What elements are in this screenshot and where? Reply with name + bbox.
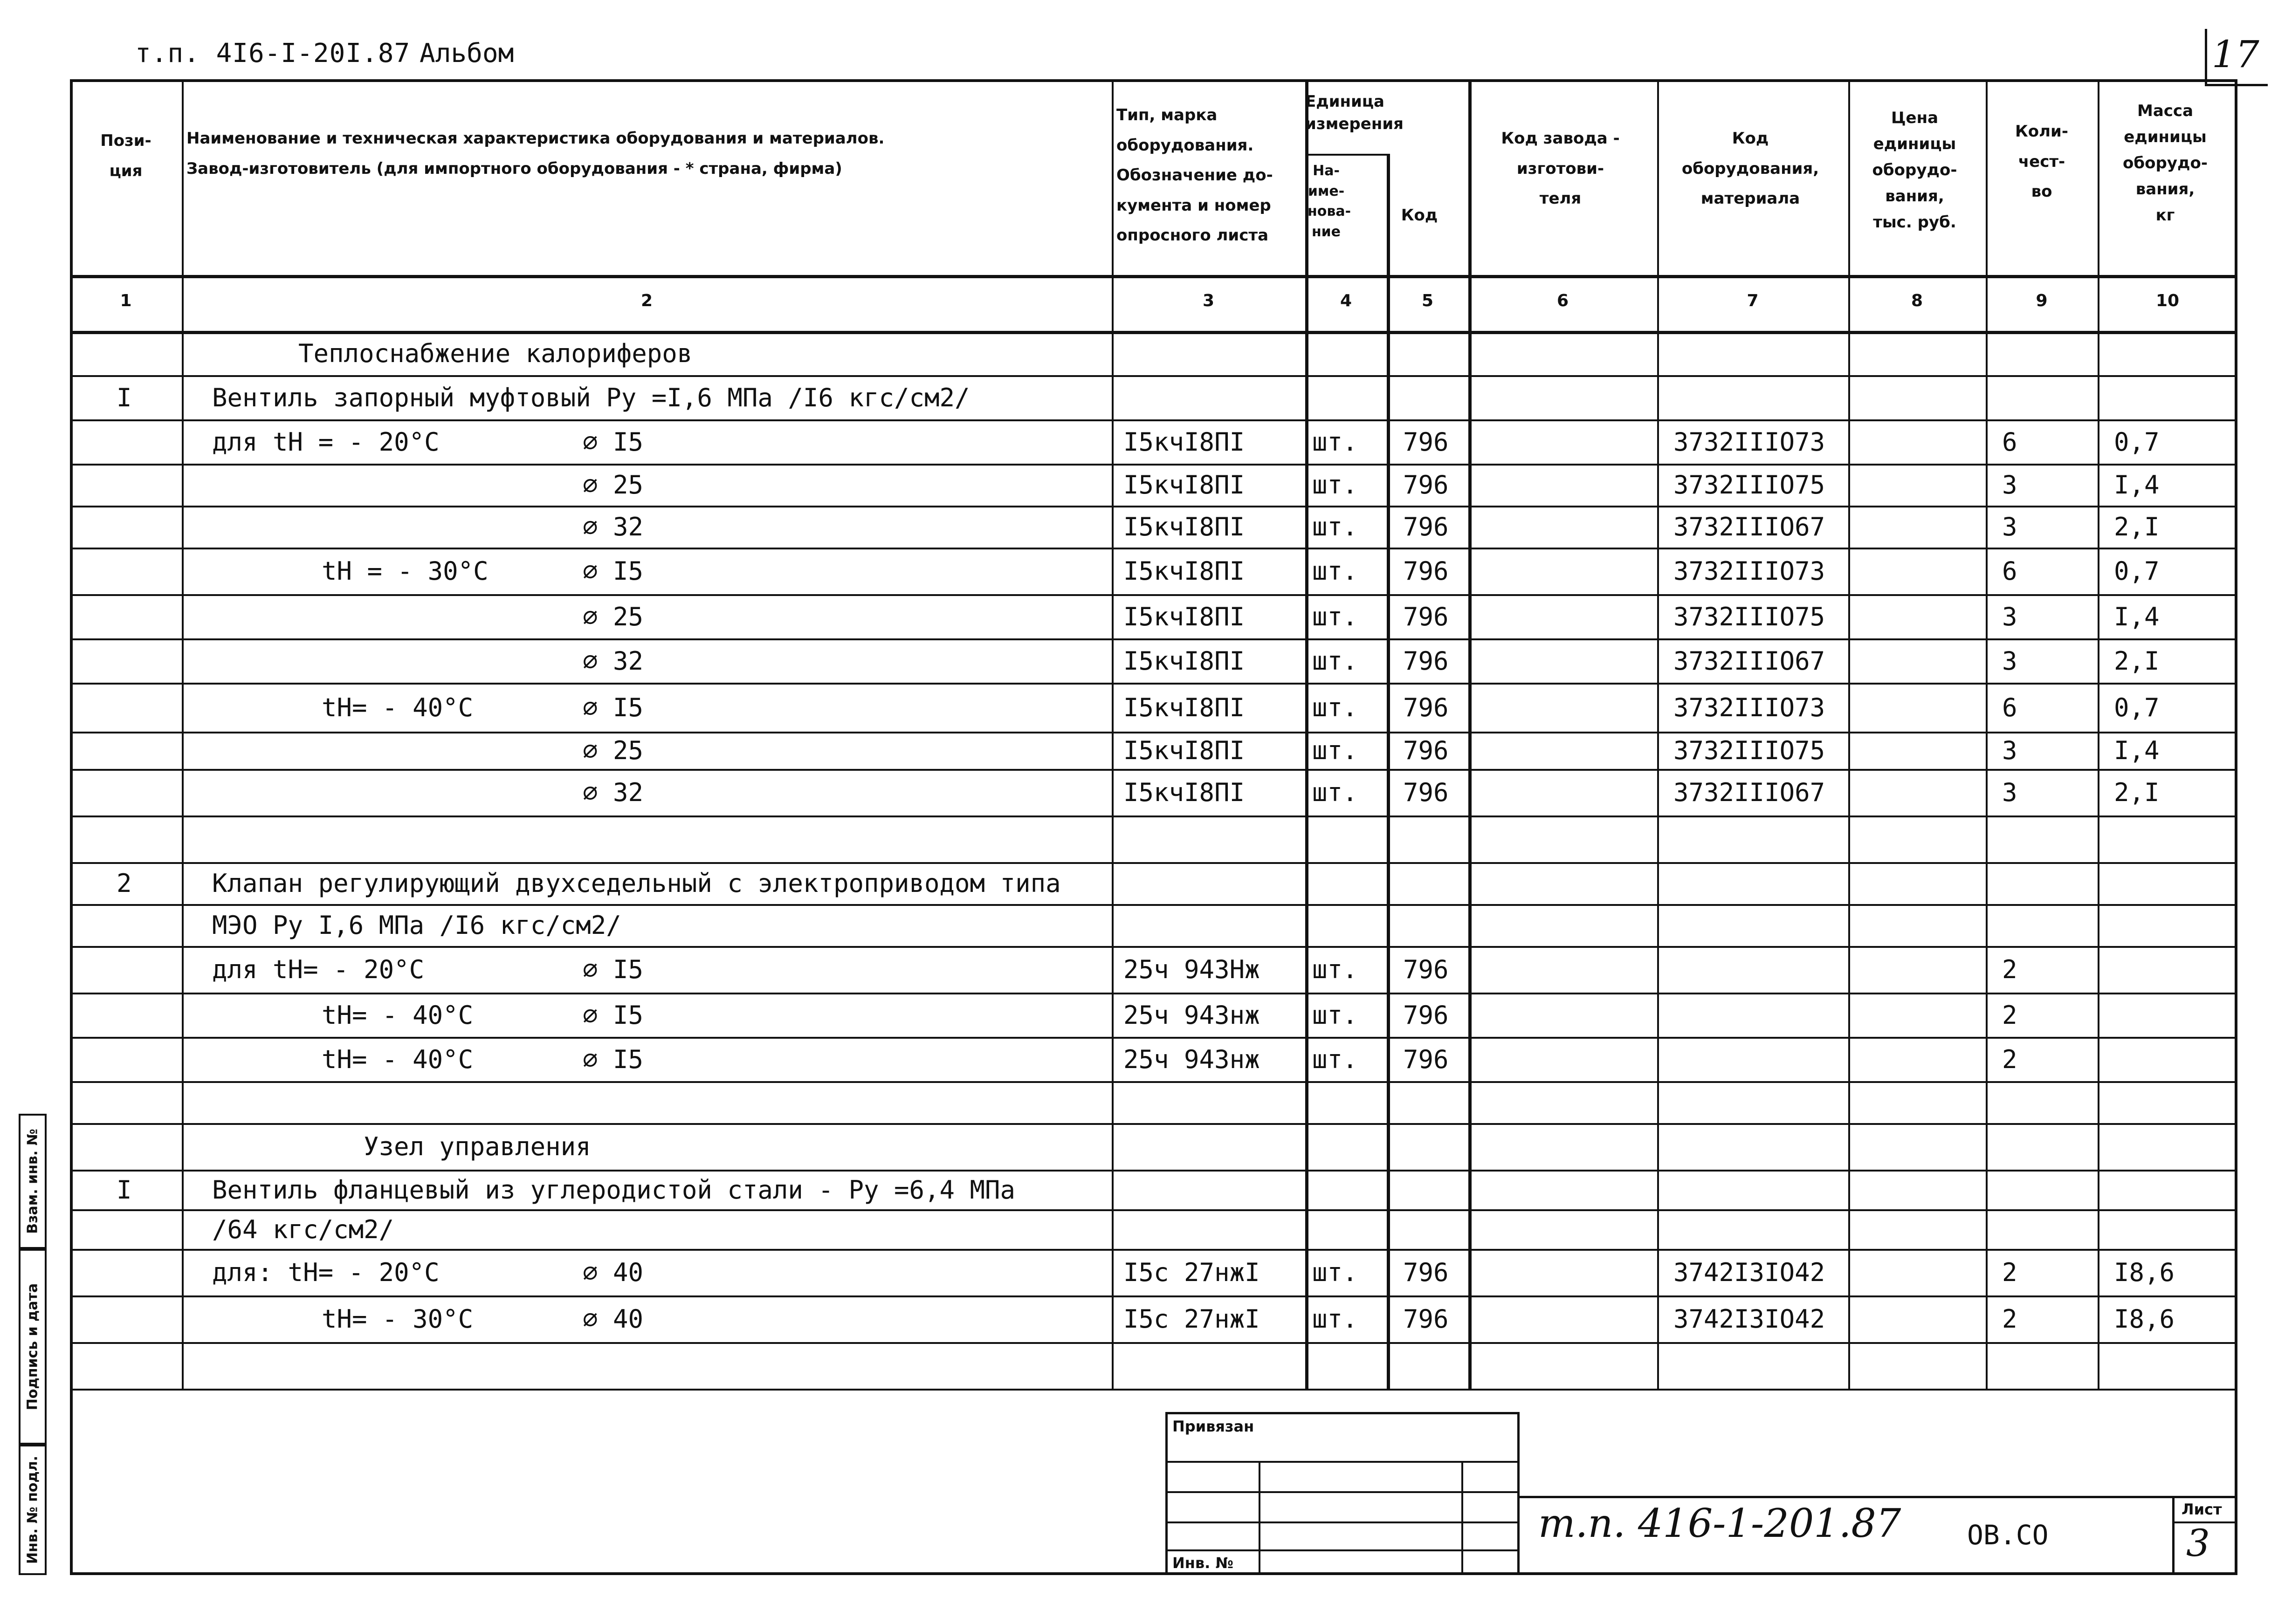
grid-line: [70, 331, 2237, 334]
row-mass: 0,7: [2114, 692, 2160, 722]
row-unit-name: шт.: [1312, 736, 1358, 765]
grid-line: [1112, 79, 1114, 1389]
corner-number: 17: [2212, 33, 2259, 76]
row-mass: I8,6: [2114, 1258, 2175, 1287]
row-position: I: [117, 383, 132, 412]
row-quantity: 2: [2002, 1000, 2017, 1030]
col-header-factory-code: Код завода - изготови- теля: [1501, 129, 1620, 208]
row-unit-code: 796: [1403, 1000, 1449, 1030]
row-mass: 2,I: [2114, 778, 2160, 807]
column-number: 6: [1556, 291, 1569, 310]
row-name: Узел управления: [364, 1132, 591, 1161]
grid-line: [70, 862, 2237, 864]
grid-line: [70, 683, 2237, 685]
row-unit-name: шт.: [1312, 512, 1358, 541]
col-header-mass: Масса единицы оборудо- вания, кг: [2123, 102, 2208, 225]
row-unit-code: 796: [1403, 1258, 1449, 1287]
row-quantity: 3: [2002, 646, 2017, 676]
row-type-mark: I5кчI8ПI: [1123, 646, 1245, 676]
col-header-unit-group: Единица измерения: [1305, 92, 1404, 133]
grid-line: [70, 419, 2237, 421]
row-type-mark: 25ч 943нж: [1123, 1044, 1260, 1074]
row-diameter: ∅ 25: [583, 602, 644, 631]
column-number: 4: [1340, 291, 1352, 310]
row-quantity: 3: [2002, 470, 2017, 500]
row-diameter: ∅ I5: [583, 692, 644, 722]
grid-line: [70, 769, 2237, 771]
row-name: Теплоснабжение калориферов: [298, 338, 693, 368]
row-unit-code: 796: [1403, 778, 1449, 807]
col-header-unit-code: Код: [1401, 206, 1438, 225]
row-name: для: tН= - 20°С: [212, 1258, 440, 1287]
grid-line: [70, 1249, 2237, 1251]
grid-line: [70, 1037, 2237, 1039]
grid-line: [70, 732, 2237, 733]
row-unit-name: шт.: [1312, 1258, 1358, 1287]
document-reference: т.п. 4I6-I-20I.87: [135, 38, 411, 69]
row-name: tН= - 40°С: [322, 1000, 474, 1030]
row-diameter: ∅ 32: [583, 646, 644, 676]
grid-line: [70, 1081, 2237, 1083]
column-number: 5: [1421, 291, 1434, 310]
row-mass: I8,6: [2114, 1304, 2175, 1334]
col-header-name: Наименование и техническая характеристика оборудования и материалов. Завод-изготовитель (для импортного оборудования - * страна, фирма): [186, 129, 885, 178]
row-unit-code: 796: [1403, 556, 1449, 586]
row-type-mark: I5кчI8ПI: [1123, 556, 1245, 586]
row-type-mark: I5кчI8ПI: [1123, 512, 1245, 541]
col-header-position: Пози- ция: [100, 131, 151, 180]
row-quantity: 2: [2002, 1258, 2017, 1287]
column-number: 3: [1202, 291, 1215, 310]
col-header-unit-name: На- име- нова- ние: [1308, 163, 1351, 240]
drawing-designation: т.п. 416-1-201.87: [1538, 1501, 1901, 1546]
grid-line: [70, 548, 2237, 549]
row-diameter: ∅ I5: [583, 955, 644, 984]
row-position: 2: [117, 869, 132, 898]
row-equipment-code: 3732IIIO67: [1673, 646, 1825, 676]
row-diameter: ∅ I5: [583, 556, 644, 586]
grid-line: [70, 993, 2237, 994]
grid-line: [70, 275, 2237, 278]
grid-line: [70, 638, 2237, 640]
sheet-label: Лист: [2182, 1501, 2222, 1518]
grid-line: [70, 946, 2237, 948]
privyazan-label: Привязан: [1172, 1418, 1254, 1435]
row-diameter: ∅ 40: [583, 1258, 644, 1287]
row-unit-name: шт.: [1312, 556, 1358, 586]
side-label-replacement-inv: Взам. инв. №: [19, 1114, 47, 1249]
grid-line: [70, 594, 2237, 596]
row-name: для tН= - 20°С: [212, 955, 425, 984]
row-equipment-code: 3732IIIO75: [1673, 736, 1825, 765]
column-number: 7: [1747, 291, 1759, 310]
row-mass: I,4: [2114, 602, 2160, 631]
row-type-mark: I5кчI8ПI: [1123, 427, 1245, 457]
row-unit-code: 796: [1403, 646, 1449, 676]
grid-line: [70, 1123, 2237, 1125]
row-mass: 2,I: [2114, 512, 2160, 541]
row-quantity: 2: [2002, 1304, 2017, 1334]
grid-line: [1848, 79, 1850, 1389]
row-name: tН = - 30°С: [322, 556, 489, 586]
row-type-mark: 25ч 943нж: [1123, 1000, 1260, 1030]
grid-line: [70, 506, 2237, 507]
grid-line: [182, 79, 184, 1389]
row-unit-name: шт.: [1312, 778, 1358, 807]
row-equipment-code: 3732IIIO73: [1673, 427, 1825, 457]
row-unit-name: шт.: [1312, 602, 1358, 631]
row-mass: I,4: [2114, 736, 2160, 765]
row-unit-name: шт.: [1312, 646, 1358, 676]
grid-line: [1305, 79, 1308, 1389]
row-diameter: ∅ 40: [583, 1304, 644, 1334]
row-mass: I,4: [2114, 470, 2160, 500]
side-label-original-inv: Инв. № подл.: [19, 1445, 47, 1575]
row-equipment-code: 3742I3IO42: [1673, 1258, 1825, 1287]
row-unit-code: 796: [1403, 1044, 1449, 1074]
row-type-mark: I5кчI8ПI: [1123, 470, 1245, 500]
row-quantity: 3: [2002, 602, 2017, 631]
row-unit-name: шт.: [1312, 427, 1358, 457]
row-type-mark: I5кчI8ПI: [1123, 602, 1245, 631]
grid-line: [70, 464, 2237, 466]
sheet-number: 3: [2186, 1521, 2210, 1565]
row-equipment-code: 3742I3IO42: [1673, 1304, 1825, 1334]
row-unit-name: шт.: [1312, 1000, 1358, 1030]
column-number: 8: [1911, 291, 1923, 310]
row-name: tН= - 40°С: [322, 692, 474, 722]
album-label: Альбом: [420, 38, 514, 69]
grid-line: [70, 1389, 2237, 1391]
row-quantity: 3: [2002, 778, 2017, 807]
row-type-mark: I5кчI8ПI: [1123, 778, 1245, 807]
inv-number-label: Инв. №: [1172, 1554, 1233, 1572]
grid-line: [70, 1209, 2237, 1211]
row-quantity: 3: [2002, 512, 2017, 541]
col-header-type: Тип, марка оборудования. Обозначение до- кумента и номер опросного листа: [1116, 106, 1273, 245]
row-unit-code: 796: [1403, 1304, 1449, 1334]
row-unit-code: 796: [1403, 736, 1449, 765]
row-type-mark: 25ч 943Нж: [1123, 955, 1260, 984]
row-type-mark: I5кчI8ПI: [1123, 736, 1245, 765]
row-quantity: 2: [2002, 955, 2017, 984]
grid-line: [70, 1342, 2237, 1344]
row-unit-name: шт.: [1312, 1044, 1358, 1074]
row-position: I: [117, 1175, 132, 1205]
row-name: Вентиль фланцевый из углеродистой стали - Ру =6,4 МПа: [212, 1175, 1016, 1205]
column-number: 9: [2036, 291, 2048, 310]
col-header-quantity: Коли- чест- во: [2015, 122, 2068, 201]
grid-line: [2098, 79, 2099, 1389]
row-unit-code: 796: [1403, 955, 1449, 984]
row-diameter: ∅ I5: [583, 1000, 644, 1030]
side-label-signature-date: Подпись и дата: [19, 1249, 47, 1445]
row-type-mark: I5с 27нжI: [1123, 1304, 1260, 1334]
grid-line: [70, 815, 2237, 817]
row-quantity: 6: [2002, 692, 2017, 722]
row-name: tН= - 40°С: [322, 1044, 474, 1074]
row-equipment-code: 3732IIIO75: [1673, 602, 1825, 631]
row-quantity: 2: [2002, 1044, 2017, 1074]
row-equipment-code: 3732IIIO67: [1673, 778, 1825, 807]
grid-line: [1657, 79, 1659, 1389]
grid-line: [1387, 154, 1390, 1389]
row-diameter: ∅ 25: [583, 470, 644, 500]
row-name: МЭО Ру I,6 МПа /I6 кгс/см2/: [212, 911, 621, 940]
row-name: Клапан регулирующий двухседельный с электроприводом типа: [212, 869, 1061, 898]
row-mass: 2,I: [2114, 646, 2160, 676]
row-unit-code: 796: [1403, 427, 1449, 457]
row-diameter: ∅ 32: [583, 778, 644, 807]
row-quantity: 3: [2002, 736, 2017, 765]
grid-line: [70, 904, 2237, 906]
row-equipment-code: 3732IIIO67: [1673, 512, 1825, 541]
row-unit-name: шт.: [1312, 470, 1358, 500]
col-header-equipment-code: Код оборудования, материала: [1681, 129, 1819, 208]
row-unit-name: шт.: [1312, 955, 1358, 984]
row-equipment-code: 3732IIIO75: [1673, 470, 1825, 500]
row-diameter: ∅ 32: [583, 512, 644, 541]
row-diameter: ∅ 25: [583, 736, 644, 765]
row-unit-code: 796: [1403, 692, 1449, 722]
row-unit-code: 796: [1403, 512, 1449, 541]
row-equipment-code: 3732IIIO73: [1673, 556, 1825, 586]
row-unit-code: 796: [1403, 602, 1449, 631]
section-code: ОВ.СО: [1967, 1519, 2049, 1551]
grid-line: [70, 1170, 2237, 1172]
row-quantity: 6: [2002, 556, 2017, 586]
row-name: Вентиль запорный муфтовый Ру =I,6 МПа /I6 кгс/см2/: [212, 383, 970, 412]
row-unit-name: шт.: [1312, 692, 1358, 722]
col-header-price: Цена единицы оборудо- вания, тыс. руб.: [1872, 109, 1957, 232]
row-diameter: ∅ I5: [583, 1044, 644, 1074]
row-quantity: 6: [2002, 427, 2017, 457]
row-mass: 0,7: [2114, 556, 2160, 586]
row-name: /64 кгс/см2/: [212, 1214, 394, 1244]
column-number: 10: [2155, 291, 2180, 310]
row-mass: 0,7: [2114, 427, 2160, 457]
grid-line: [1986, 79, 1988, 1389]
grid-line: [1468, 79, 1472, 1389]
grid-line: [1305, 154, 1387, 156]
row-name: tН= - 30°С: [322, 1304, 474, 1334]
row-unit-name: шт.: [1312, 1304, 1358, 1334]
grid-line: [70, 375, 2237, 377]
row-unit-code: 796: [1403, 470, 1449, 500]
row-type-mark: I5кчI8ПI: [1123, 692, 1245, 722]
row-name: для tН = - 20°С: [212, 427, 440, 457]
grid-line: [70, 1295, 2237, 1297]
row-equipment-code: 3732IIIO73: [1673, 692, 1825, 722]
row-type-mark: I5с 27нжI: [1123, 1258, 1260, 1287]
row-diameter: ∅ I5: [583, 427, 644, 457]
column-number: 1: [120, 291, 132, 310]
column-number: 2: [640, 291, 653, 310]
